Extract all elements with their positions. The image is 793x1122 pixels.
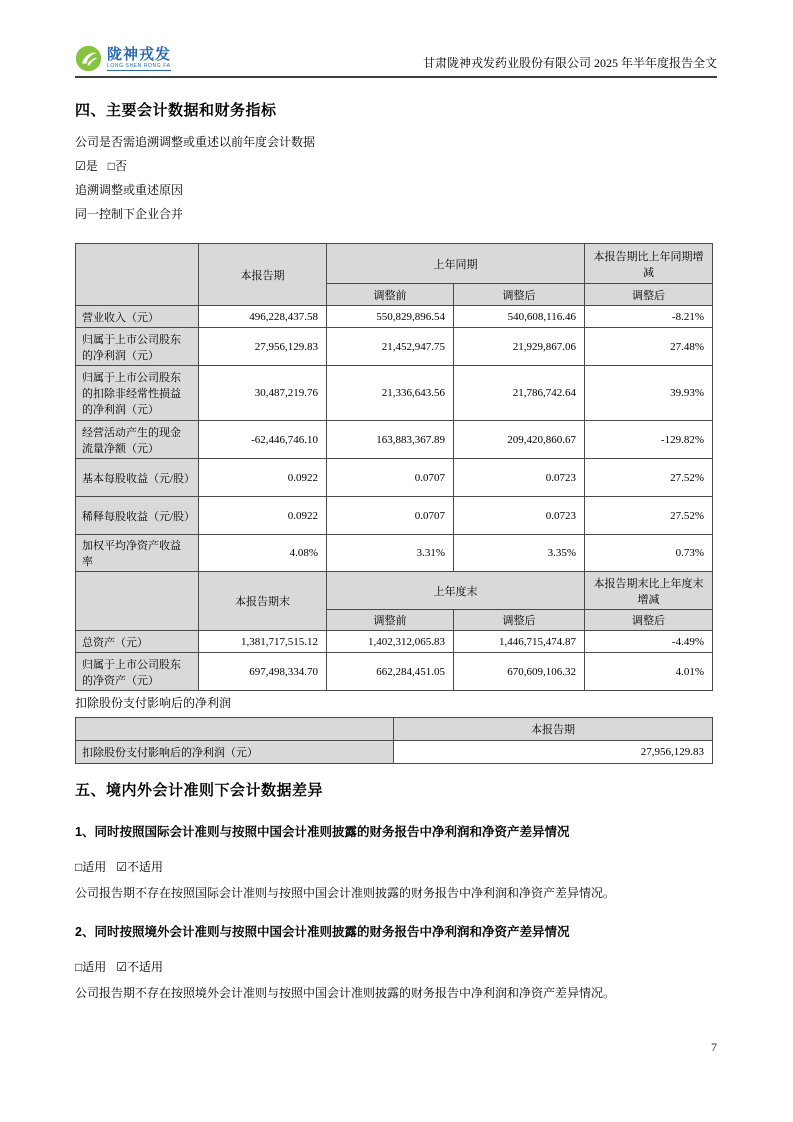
header-change-year-end: 本报告期末比上年度末增减 bbox=[585, 572, 713, 610]
cell-change: 27.48% bbox=[585, 328, 713, 366]
logo-name-cn: 陇神戎发 bbox=[107, 45, 172, 63]
header-current-period-end: 本报告期末 bbox=[199, 572, 327, 631]
restate-answer bbox=[75, 154, 717, 178]
cell-current: 0.0922 bbox=[199, 459, 327, 497]
table-row bbox=[76, 741, 713, 764]
cell-prior-after: 1,446,715,474.87 bbox=[454, 631, 585, 653]
table-row bbox=[76, 421, 713, 459]
header-current-period: 本报告期 bbox=[394, 718, 713, 741]
subheader-before-adjust: 调整前 bbox=[327, 610, 454, 631]
cell-change: -4.49% bbox=[585, 631, 713, 653]
restate-reason-label: 追溯调整或重述原因 bbox=[75, 183, 184, 197]
corner-cell bbox=[76, 572, 199, 631]
checkbox-applicable-unchecked: □适用 bbox=[75, 960, 107, 974]
section4-intro-block bbox=[75, 130, 717, 226]
section4-title: 四、主要会计数据和财务指标 bbox=[75, 102, 277, 119]
cell-change: 27.52% bbox=[585, 497, 713, 535]
cell-prior-before: 550,829,896.54 bbox=[327, 306, 454, 328]
financial-indicators-table bbox=[75, 243, 713, 691]
row-label: 经营活动产生的现金流量净额（元） bbox=[76, 421, 199, 459]
subheader-change-after-adjust: 调整后 bbox=[585, 610, 713, 631]
logo-icon bbox=[75, 45, 102, 72]
subheader-before-adjust: 调整前 bbox=[327, 284, 454, 306]
table-row bbox=[76, 535, 713, 572]
row-label: 加权平均净资产收益率 bbox=[76, 535, 199, 572]
cell-current: 697,498,334.70 bbox=[199, 653, 327, 691]
subheader-after-adjust: 调整后 bbox=[454, 284, 585, 306]
cell-prior-before: 1,402,312,065.83 bbox=[327, 631, 454, 653]
restate-reason-value: 同一控制下企业合并 bbox=[75, 207, 184, 221]
table-row bbox=[76, 631, 713, 653]
subheader-after-adjust: 调整后 bbox=[454, 610, 585, 631]
cell-prior-after: 3.35% bbox=[454, 535, 585, 572]
cell-change: 39.93% bbox=[585, 366, 713, 421]
cell-change: -129.82% bbox=[585, 421, 713, 459]
sub1-body: 公司报告期不存在按照国际会计准则与按照中国会计准则披露的财务报告中净利润和净资产差异情况。 bbox=[75, 886, 616, 900]
cell-prior-before: 662,284,451.05 bbox=[327, 653, 454, 691]
table-row bbox=[76, 306, 713, 328]
cell-prior-after: 209,420,860.67 bbox=[454, 421, 585, 459]
cell-prior-before: 0.0707 bbox=[327, 497, 454, 535]
row-label: 归属于上市公司股东的净资产（元） bbox=[76, 653, 199, 691]
cell-current: 0.0922 bbox=[199, 497, 327, 535]
cell-current: -62,446,746.10 bbox=[199, 421, 327, 459]
cell-current: 4.08% bbox=[199, 535, 327, 572]
cell-prior-after: 21,786,742.64 bbox=[454, 366, 585, 421]
cell-prior-before: 21,452,947.75 bbox=[327, 328, 454, 366]
cell-value: 27,956,129.83 bbox=[394, 741, 713, 764]
table-row bbox=[76, 497, 713, 535]
subheader-change-after-adjust: 调整后 bbox=[585, 284, 713, 306]
corner-cell bbox=[76, 244, 199, 306]
header-change: 本报告期比上年同期增减 bbox=[585, 244, 713, 284]
cell-current: 496,228,437.58 bbox=[199, 306, 327, 328]
cell-prior-after: 0.0723 bbox=[454, 459, 585, 497]
section5-title: 五、境内外会计准则下会计数据差异 bbox=[75, 782, 324, 799]
page-number: 7 bbox=[711, 1040, 717, 1054]
document-title: 甘肃陇神戎发药业股份有限公司 2025 年半年度报告全文 bbox=[422, 56, 717, 70]
company-logo bbox=[75, 45, 171, 72]
page-header bbox=[75, 44, 717, 78]
cell-prior-after: 0.0723 bbox=[454, 497, 585, 535]
header-current-period: 本报告期 bbox=[199, 244, 327, 306]
cell-prior-after: 540,608,116.46 bbox=[454, 306, 585, 328]
restate-question: 公司是否需追溯调整或重述以前年度会计数据 bbox=[75, 135, 316, 149]
cell-prior-before: 21,336,643.56 bbox=[327, 366, 454, 421]
share-payment-intro: 扣除股份支付影响后的净利润 bbox=[75, 696, 232, 710]
checkbox-no-unchecked: □否 bbox=[107, 159, 128, 173]
cell-prior-before: 0.0707 bbox=[327, 459, 454, 497]
logo-name-en: LONG SHEN RONG FA bbox=[107, 62, 171, 69]
header-prior-year-end: 上年度末 bbox=[327, 572, 585, 610]
cell-current: 1,381,717,515.12 bbox=[199, 631, 327, 653]
cell-current: 30,487,219.76 bbox=[199, 366, 327, 421]
table-row bbox=[76, 328, 713, 366]
table-row bbox=[76, 653, 713, 691]
cell-change: 4.01% bbox=[585, 653, 713, 691]
sub1-applicability bbox=[75, 858, 163, 875]
row-label: 营业收入（元） bbox=[76, 306, 199, 328]
row-label: 总资产（元） bbox=[76, 631, 199, 653]
row-label: 基本每股收益（元/股） bbox=[76, 459, 199, 497]
cell-prior-before: 163,883,367.89 bbox=[327, 421, 454, 459]
cell-change: 0.73% bbox=[585, 535, 713, 572]
section5-sub1-title: 1、同时按照国际会计准则与按照中国会计准则披露的财务报告中净利润和净资产差异情况 bbox=[75, 825, 570, 839]
checkbox-applicable-unchecked: □适用 bbox=[75, 860, 107, 874]
sub2-applicability bbox=[75, 958, 163, 975]
cell-prior-before: 3.31% bbox=[327, 535, 454, 572]
row-label: 归属于上市公司股东的净利润（元） bbox=[76, 328, 199, 366]
checkbox-not-applicable-checked: ☑不适用 bbox=[116, 960, 164, 974]
cell-change: -8.21% bbox=[585, 306, 713, 328]
section5-sub2-title: 2、同时按照境外会计准则与按照中国会计准则披露的财务报告中净利润和净资产差异情况 bbox=[75, 925, 570, 939]
table-row bbox=[76, 366, 713, 421]
corner-cell bbox=[76, 718, 394, 741]
checkbox-not-applicable-checked: ☑不适用 bbox=[116, 860, 164, 874]
sub2-body: 公司报告期不存在按照境外会计准则与按照中国会计准则披露的财务报告中净利润和净资产差异情况。 bbox=[75, 986, 616, 1000]
row-label: 归属于上市公司股东的扣除非经常性损益的净利润（元） bbox=[76, 366, 199, 421]
checkbox-yes-checked: ☑是 bbox=[75, 159, 98, 173]
header-prior-period: 上年同期 bbox=[327, 244, 585, 284]
share-payment-table bbox=[75, 717, 713, 764]
table-row bbox=[76, 459, 713, 497]
cell-current: 27,956,129.83 bbox=[199, 328, 327, 366]
logo-text bbox=[107, 47, 171, 71]
cell-prior-after: 670,609,106.32 bbox=[454, 653, 585, 691]
cell-prior-after: 21,929,867.06 bbox=[454, 328, 585, 366]
row-label: 稀释每股收益（元/股） bbox=[76, 497, 199, 535]
row-label: 扣除股份支付影响后的净利润（元） bbox=[76, 741, 394, 764]
cell-change: 27.52% bbox=[585, 459, 713, 497]
